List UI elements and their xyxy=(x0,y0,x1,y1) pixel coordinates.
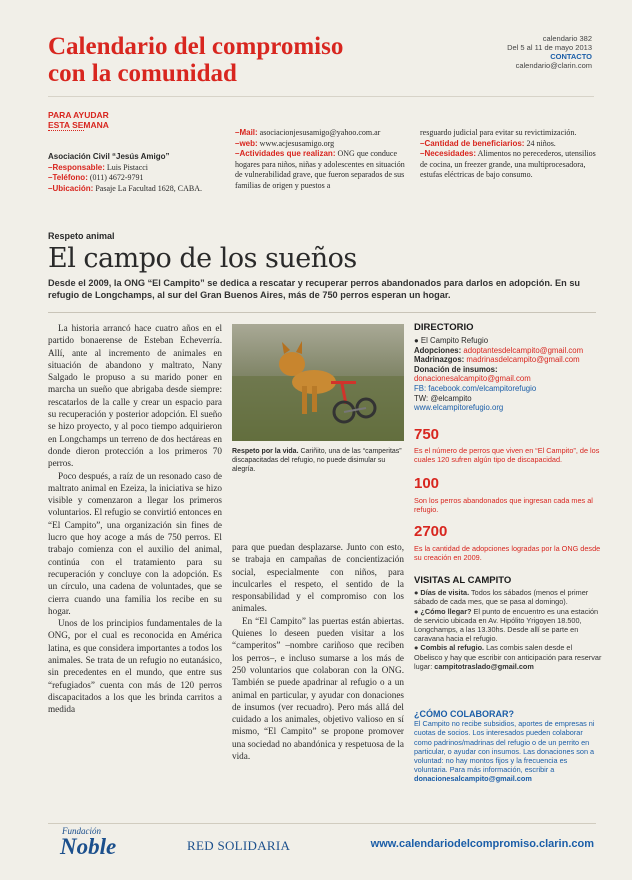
stat-100-text: Son los perros abandonados que ingresan cada mes al refugio. xyxy=(414,496,593,514)
twitter-handle[interactable]: TW: @elcampito xyxy=(414,393,472,403)
org-beneficiarios: –Cantidad de beneficiarios: 24 niños. xyxy=(420,138,556,148)
caption-text: Cariñito, una de las “camperitas” discapacitadas del refugio, no puede disimular su alegría. xyxy=(232,448,402,473)
article-headline: El campo de los sueños xyxy=(48,243,357,274)
org-ubicacion: –Ubicación: Pasaje La Facultad 1628, CABA. xyxy=(48,183,202,193)
stat-750: 750 xyxy=(414,426,440,443)
help-line-2: ESTA SEMANA xyxy=(48,120,109,130)
page-title xyxy=(48,33,468,87)
org-needs-column xyxy=(420,128,598,181)
dotted-divider xyxy=(48,130,84,131)
visitas-box xyxy=(414,576,602,671)
org-contact-column xyxy=(235,128,410,191)
facebook-link[interactable]: FB: facebook.com/elcampitorefugio xyxy=(414,383,537,393)
article-column-1 xyxy=(48,322,222,716)
paragraph-2: Poco después, a raíz de un resonado caso de maltrato animal en Ezeiza, la iniciativa se hizo visible y comenzaron a llegar los primeros voluntarios. El refugio se convirtió entonces en “El Campito”, una organización sin fines de lucro que hoy acoge a más de 750 perros. El trabajo comienza con el auxilio del animal, continúa con el tratamiento para su recuperación y concluye con la adopción. Es un círculo, una cadena de voluntades, que se cierra cuando una familia los recibe en su hogar. xyxy=(48,470,222,616)
help-line-1: PARA AYUDAR xyxy=(48,110,109,120)
photo-illustration xyxy=(232,324,404,441)
donacion-email[interactable]: donacionesalcampito@gmail.com xyxy=(414,374,531,384)
article-lead: Desde el 2009, la ONG “El Campito” se dedica a rescatar y recuperar perros abandonados para darlos en adopción. En su refugio de Longchamps, al sur del Gran Buenos Aires, más de 750 perros esperan un hogar. xyxy=(48,278,581,300)
contact-label: CONTACTO xyxy=(550,52,592,61)
article-column-2 xyxy=(232,541,404,762)
org-actividades: –Actividades que realizan: ONG que conduce hogares para niños, niñas y adolescentes en situación de vulnerabilidad grave, que fueron separados de sus familias de origen y puestos a xyxy=(235,149,405,190)
directory-title: DIRECTORIO xyxy=(414,322,474,333)
org-name: Asociación Civil “Jesús Amigo” xyxy=(48,152,170,161)
footer-divider xyxy=(48,823,596,824)
section-label: Respeto animal xyxy=(48,231,115,241)
madrinazgos-email[interactable]: madrinasdelcampito@gmail.com xyxy=(466,355,580,365)
photo-caption xyxy=(232,447,404,474)
issue-dates: Del 5 al 11 de mayo 2013 xyxy=(507,43,592,52)
help-heading xyxy=(48,110,109,130)
org-telefono: –Teléfono: (011) 4672-9791 xyxy=(48,173,144,182)
org-necesidades: –Necesidades: Alimentos no perecederos, utensilios de cocina, un freezer grande, una multiprocesadora, estufas eléctricas de bajo consumo. xyxy=(420,149,596,179)
org-col3-text: resguardo judicial para evitar su revictimización. xyxy=(420,128,577,137)
stat-2700: 2700 xyxy=(414,523,448,540)
title-line-2: con la comunidad xyxy=(48,60,237,87)
combis-email[interactable]: campitotraslado@gmail.com xyxy=(434,661,534,671)
dog-wheelchair-photo xyxy=(232,324,404,441)
title-line-1: Calendario del compromiso xyxy=(48,33,344,60)
caption-bold: Respeto por la vida. xyxy=(232,448,299,455)
red-solidaria-logo: RED SOLIDARIA xyxy=(187,838,291,853)
colaborar-text: El Campito no recibe subsidios, aportes de empresas ni cuotas de socios. Los interesados pueden colaborar como padrinos/madrinas del refugio o de un perrito en particular, o ayudar con insumos. Las donaciones son a voluntad: no hay montos fijos y la frecuencia es voluntaria. Para más información, escribir a donacionesalcampito@gmail.com xyxy=(414,719,595,784)
fundacion-label: Fundación xyxy=(62,826,101,836)
paragraph-4: para que puedan desplazarse. Junto con esto, se trabaja en campañas de concientización social, especialmente con niños, para inculcarles el respeto, el sentido de la responsabilidad y el compromiso con los animales. xyxy=(232,542,404,614)
org-web: –web: www.acjesusamigo.org xyxy=(235,138,335,148)
issue-number: calendario 382 xyxy=(542,34,592,43)
madrinazgos-line: Madrinazgos: madrinasdelcampito@gmail.com xyxy=(414,355,580,365)
stat-2700-text: Es la cantidad de adopciones logradas por la ONG desde su creación en 2009. xyxy=(414,544,601,562)
noble-logo: Noble xyxy=(60,834,117,859)
visitas-dias: ● Días de visita. Todos los sábados (menos el primer sábado de cada mes, que se pasa al domingo). xyxy=(414,588,589,607)
org-info xyxy=(48,152,228,194)
website-link[interactable]: www.elcampitorefugio.org xyxy=(414,403,504,413)
colaborar-email[interactable]: donacionesalcampito@gmail.com xyxy=(414,774,532,784)
footer-website[interactable]: www.calendariodelcompromiso.clarin.com xyxy=(370,838,594,850)
stat-100: 100 xyxy=(414,475,440,492)
contact-email: calendario@clarin.com xyxy=(515,61,592,70)
visitas-title: VISITAS AL CAMPITO xyxy=(414,575,512,586)
paragraph-1: La historia arrancó hace cuatro años en el partido bonaerense de Esteban Echeverría. Allí, ante al incremento de animales en situación de abandono y maltrato, Nany Salgado le propuso a su marido poner en marcha un sueño que abrigaba desde siempre: rescatarlos de la calle y crear un espacio para su recuperación y posterior adopción. El sueño se hizo proyecto, y al poco tiempo adquirieron en Longchamps un terreno de dos hectáreas en donde dieron protección a los primeros 70 perros. xyxy=(48,323,222,469)
visitas-como: ● ¿Cómo llegar? El punto de encuentro es una estación de servicio ubicada en Av. Hipólito Yrigoyen 18.500, Longchamps, a las 13.30hs. Desde allí se parte en caravana hacia el refugio. xyxy=(414,606,599,644)
visitas-combis: ● Combis al refugio. Las combis salen desde el Obelisco y hay que escribir con anticipación para reservar lugar: campitotraslado@gmail.com xyxy=(414,643,602,671)
stat-750-text: Es el número de perros que viven en “El Campito”, de los cuales 120 sufren algún tipo de discapacidad. xyxy=(414,446,600,464)
colaborar-title: ¿CÓMO COLABORAR? xyxy=(414,709,514,719)
paragraph-5: En “El Campito” las puertas están abiertas. Quienes lo deseen pueden visitar a los “camperitos” –nombre cariñoso que reciben los perros–, e incluso sumarse a los más de 250 voluntarios que colaboran con la ONG. También se puede apadrinar al refugio o a un animal en particular, y ayudar con donaciones de insumos (ver recuadro). Pero más allá del cuidado a los animales, objetivo valioso en sí mismo, “El Campito” se propone promover una sociedad no abandónica y respetuosa de la vida. xyxy=(232,615,404,762)
adopciones-email[interactable]: adoptantesdelcampito@gmail.com xyxy=(463,345,584,355)
org-mail: –Mail: asociacionjesusamigo@yahoo.com.ar xyxy=(235,128,381,137)
article-divider xyxy=(48,312,596,313)
top-divider xyxy=(48,96,594,97)
org-responsable: –Responsable: Luis Pistacci xyxy=(48,162,149,172)
adopciones-line: Adopciones: adoptantesdelcampito@gmail.com xyxy=(414,345,584,355)
paragraph-3: Unos de los principios fundamentales de la ONG, por el cual es reconocida en América latina, es que considera importantes a todos los animales. Se trata de un refugio no eutanásico, sin precedentes en el mundo, que entre sus “refugiados” cuenta con más de 120 perros discapacitados a los que les brinda carritos a medida xyxy=(48,618,222,715)
directory-box xyxy=(414,322,600,413)
colaborar-box xyxy=(414,710,602,784)
directory-name: ● El Campito Refugio xyxy=(414,336,489,345)
donacion-label: Donación de insumos: xyxy=(414,364,498,374)
issue-info xyxy=(452,34,592,70)
